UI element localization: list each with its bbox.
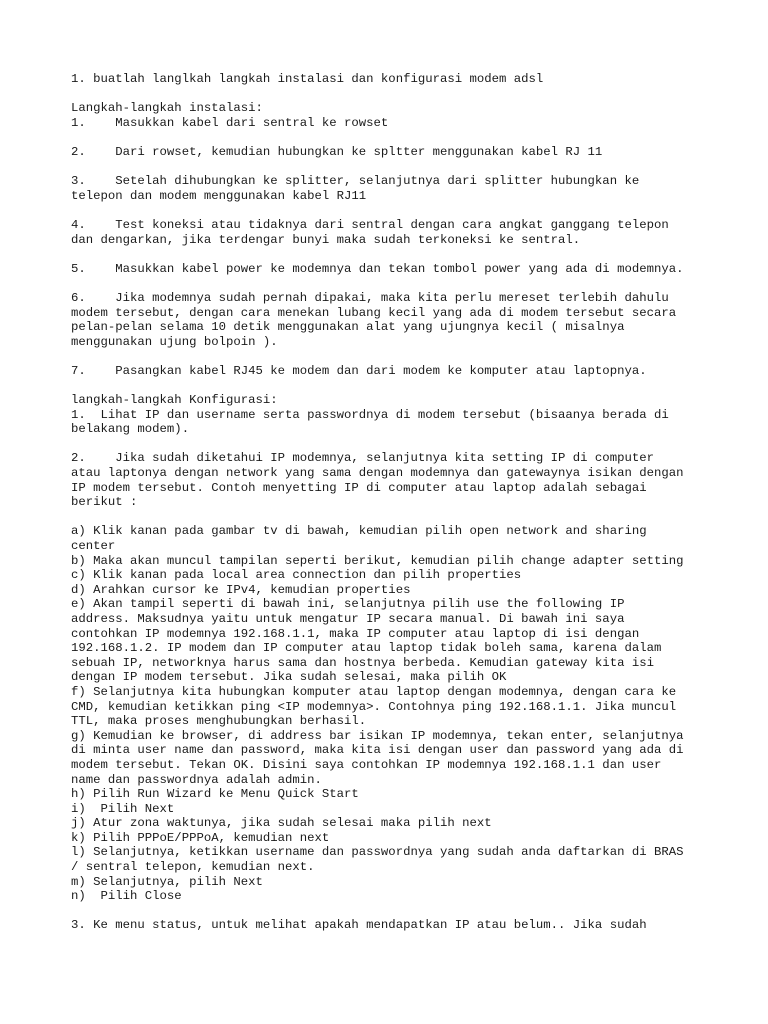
substep-line: j) Atur zona waktunya, jika sudah selesai maka pilih next: [71, 816, 492, 831]
blank-line: [71, 510, 708, 525]
install-step-6-cont: menggunakan ujung bolpoin ).: [71, 334, 278, 349]
blank-line: [71, 437, 708, 452]
blank-line: [71, 247, 708, 262]
substep-line: a) Klik kanan pada gambar tv di bawah, kemudian pilih open network and sharing: [71, 524, 647, 539]
substep-line: e) Akan tampil seperti di bawah ini, selanjutnya pilih use the following IP: [71, 597, 625, 612]
substep-line: n) Pilih Close: [71, 889, 182, 904]
substep-line: 192.168.1.2. IP modem dan IP computer atau laptop tidak boleh sama, karena dalam: [71, 641, 662, 656]
substep-line: di minta user name dan password, maka kita isi dengan user dan password yang ada di: [71, 743, 684, 758]
blank-line: [71, 276, 708, 291]
install-step-3-cont: telepon dan modem menggunakan kabel RJ11: [71, 188, 367, 203]
install-step-4-cont: dan dengarkan, jika terdengar bunyi maka sudah terkoneksi ke sentral.: [71, 232, 581, 247]
install-step-1: 1. Masukkan kabel dari sentral ke rowset: [71, 115, 389, 130]
substep-line: sebuah IP, networknya harus sama dan hostnya berbeda. Kemudian gateway kita isi: [71, 655, 654, 670]
config-step-3: 3. Ke menu status, untuk melihat apakah mendapatkan IP atau belum.. Jika sudah: [71, 918, 647, 933]
blank-line: [71, 349, 708, 364]
substep-line: d) Arahkan cursor ke IPv4, kemudian properties: [71, 582, 411, 597]
blank-line: [71, 203, 708, 218]
configuration-heading: langkah-langkah Konfigurasi:: [71, 393, 278, 408]
document-title: 1. buatlah langlkah langkah instalasi dan konfigurasi modem adsl: [71, 72, 544, 86]
substep-line: c) Klik kanan pada local area connection dan pilih properties: [71, 568, 522, 583]
config-step-1-cont: belakang modem).: [71, 422, 190, 437]
config-step-1: 1. Lihat IP dan username serta passwordnya di modem tersebut (bisaanya berada di: [71, 407, 669, 422]
install-step-6: 6. Jika modemnya sudah pernah dipakai, maka kita perlu mereset terlebih dahulu: [71, 290, 669, 305]
install-step-5: 5. Masukkan kabel power ke modemnya dan tekan tombol power yang ada di modemnya.: [71, 261, 684, 276]
blank-line: [71, 87, 708, 102]
substep-line: l) Selanjutnya, ketikkan username dan passwordnya yang sudah anda daftarkan di BRAS: [71, 845, 684, 860]
config-step-2-cont: atau laptonya dengan network yang sama dengan modemnya dan gatewaynya isikan dengan: [71, 466, 684, 481]
substep-line: TTL, maka proses menghubungkan berhasil.: [71, 714, 367, 729]
install-step-4: 4. Test koneksi atau tidaknya dari sentral dengan cara angkat ganggang telepon: [71, 217, 669, 232]
config-step-2: 2. Jika sudah diketahui IP modemnya, selanjutnya kita setting IP di computer: [71, 451, 654, 466]
substep-line: k) Pilih PPPoE/PPPoA, kemudian next: [71, 830, 330, 845]
install-step-2: 2. Dari rowset, kemudian hubungkan ke spltter menggunakan kabel RJ 11: [71, 144, 603, 159]
blank-line: [71, 130, 708, 145]
substep-line: address. Maksudnya yaitu untuk mengatur IP secara manual. Di bawah ini saya: [71, 611, 625, 626]
substep-line: name dan passwordnya adalah admin.: [71, 772, 322, 787]
install-step-6-cont: pelan-pelan selama 10 detik menggunakan alat yang ujungnya kecil ( misalnya: [71, 320, 625, 335]
substep-line: contohkan IP modemnya 192.168.1.1, maka IP computer atau laptop di isi dengan: [71, 626, 640, 641]
substep-line: m) Selanjutnya, pilih Next: [71, 874, 263, 889]
install-step-7: 7. Pasangkan kabel RJ45 ke modem dan dari modem ke komputer atau laptopnya.: [71, 363, 647, 378]
substep-line: f) Selanjutnya kita hubungkan komputer atau laptop dengan modemnya, dengan cara ke: [71, 684, 677, 699]
substep-line: g) Kemudian ke browser, di address bar isikan IP modemnya, tekan enter, selanjutnya: [71, 728, 684, 743]
blank-line: [71, 378, 708, 393]
config-step-2-cont: berikut :: [71, 495, 138, 510]
substep-line: h) Pilih Run Wizard ke Menu Quick Start: [71, 787, 359, 802]
substep-line: CMD, kemudian ketikkan ping <IP modemnya>. Contohnya ping 192.168.1.1. Jika muncul: [71, 699, 677, 714]
blank-line: [71, 904, 708, 919]
substep-line: / sentral telepon, kemudian next.: [71, 860, 315, 875]
install-step-6-cont: modem tersebut, dengan cara menekan lubang kecil yang ada di modem tersebut secara: [71, 305, 677, 320]
substep-line: i) Pilih Next: [71, 801, 175, 816]
substep-line: b) Maka akan muncul tampilan seperti berikut, kemudian pilih change adapter setting: [71, 553, 684, 568]
substep-line: modem tersebut. Tekan OK. Disini saya contohkan IP modemnya 192.168.1.1 dan user: [71, 757, 662, 772]
substep-line: dengan IP modem tersebut. Jika sudah selesai, maka pilih OK: [71, 670, 507, 685]
blank-line: [71, 160, 708, 175]
install-step-3: 3. Setelah dihubungkan ke splitter, selanjutnya dari splitter hubungkan ke: [71, 174, 640, 189]
config-step-2-cont: IP modem tersebut. Contoh menyetting IP di computer atau laptop adalah sebagai: [71, 480, 647, 495]
installation-heading: Langkah-langkah instalasi:: [71, 101, 263, 116]
substep-line: center: [71, 539, 116, 553]
